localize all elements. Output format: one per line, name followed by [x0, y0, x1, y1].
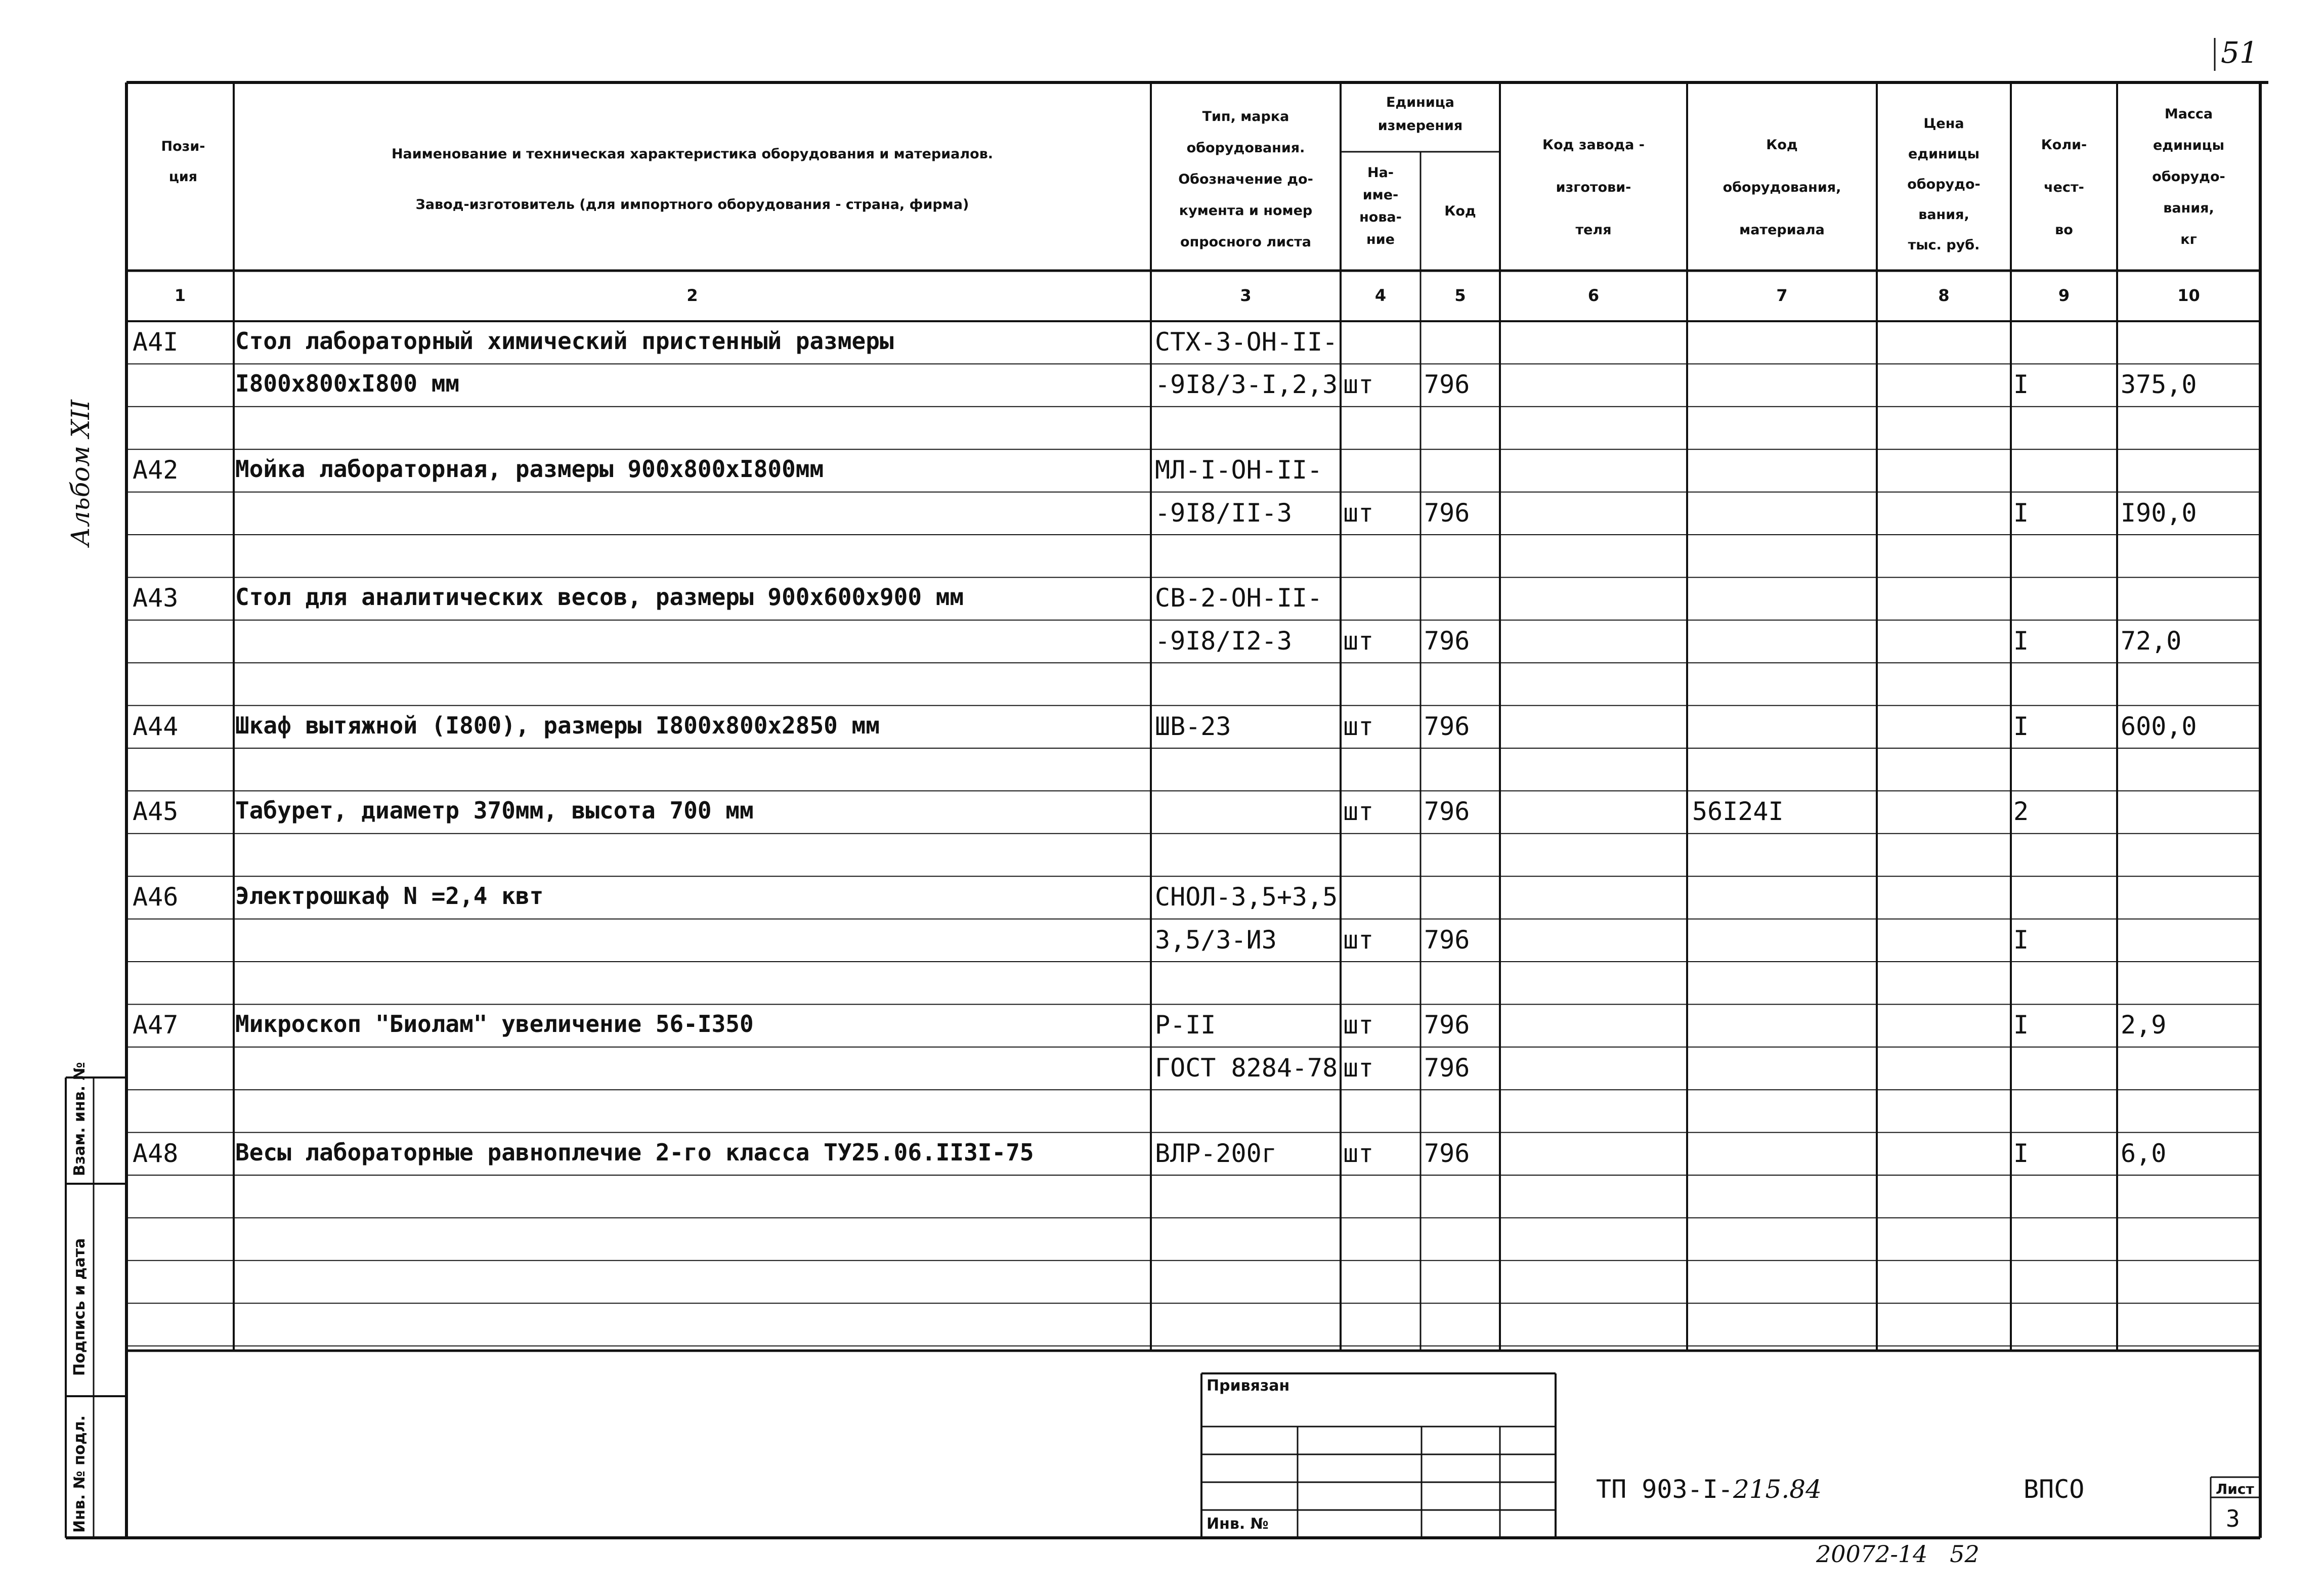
column-number-4: 4 — [1374, 286, 1387, 305]
row-10-mass: 600,0 — [2121, 711, 2197, 741]
header-position — [133, 132, 234, 192]
header-type — [1151, 101, 1341, 258]
row-5-type: -9I8/II-3 — [1155, 498, 1292, 528]
row-12-name: Табурет, диаметр 370мм, высота 700 мм — [235, 797, 754, 825]
header-mass — [2117, 99, 2260, 255]
row-2-mass: 375,0 — [2121, 370, 2197, 400]
row-17-qty: I — [2013, 1010, 2029, 1040]
row-20-name: Весы лабораторные равноплечие 2-го класса ТУ25.06.II3I-75 — [235, 1138, 1034, 1166]
page-number: 51 — [2221, 35, 2258, 70]
row-5-unit: шт — [1343, 498, 1374, 528]
row-10-qty: I — [2013, 711, 2029, 741]
stamp-podpis-data: Подпись и дата — [71, 1238, 89, 1376]
header-mass-label: Масса единицы оборудо- вания, кг — [2152, 106, 2225, 247]
row-20-unit: шт — [1343, 1138, 1374, 1168]
document-code-number: 215.84 — [1733, 1475, 1822, 1504]
row-7-name: Стол для аналитических весов, размеры 900х600х900 мм — [235, 583, 964, 611]
column-number-10: 10 — [2177, 286, 2200, 305]
row-5-mass: I90,0 — [2121, 498, 2197, 528]
header-type-label: Тип, марка оборудования. Обозначение до- кумента и номер опросного листа — [1178, 109, 1313, 250]
row-7-type: СВ-2-ОН-II- — [1155, 583, 1323, 613]
header-unit-name-label: На- име- нова- ние — [1359, 165, 1402, 247]
row-14-type: СНОЛ-3,5+3,5 — [1155, 882, 1338, 912]
row-8-mass: 72,0 — [2121, 626, 2182, 656]
row-18-type: ГОСТ 8284-78 — [1155, 1053, 1338, 1083]
row-15-type: 3,5/3-И3 — [1155, 925, 1277, 955]
footer-note: 20072-14 52 — [1816, 1540, 1979, 1568]
column-number-5: 5 — [1454, 286, 1466, 305]
column-number-8: 8 — [1938, 286, 1950, 305]
row-7-pos: А43 — [133, 583, 179, 613]
row-12-equip: 56I24I — [1692, 797, 1784, 827]
row-14-name: Электрошкаф N =2,4 квт — [235, 882, 544, 910]
row-18-unit: шт — [1343, 1053, 1374, 1083]
header-equip-code — [1687, 124, 1877, 251]
header-unit-group-label: Единица измерения — [1378, 95, 1463, 134]
row-20-qty: I — [2013, 1138, 2029, 1168]
header-equip-code-label: Код оборудования, материала — [1723, 137, 1841, 238]
row-8-code: 796 — [1424, 626, 1470, 656]
inv-no-label: Инв. № — [1207, 1515, 1269, 1533]
row-5-qty: I — [2013, 498, 2029, 528]
row-2-type: -9I8/3-I,2,3 — [1155, 370, 1338, 400]
row-17-code: 796 — [1424, 1010, 1470, 1040]
column-number-1: 1 — [174, 286, 186, 305]
row-1-pos: А4I — [133, 327, 179, 357]
header-unit-code-label: Код — [1444, 203, 1476, 219]
row-20-pos: А48 — [133, 1138, 179, 1168]
row-2-unit: шт — [1343, 370, 1374, 400]
row-20-code: 796 — [1424, 1138, 1470, 1168]
header-mfr-code-label: Код завода - изготови- теля — [1542, 137, 1645, 238]
row-10-name: Шкаф вытяжной (I800), размеры I800х800х2850 мм — [235, 711, 880, 739]
document-code-prefix: ТП 903-I- — [1596, 1475, 1733, 1504]
row-17-mass: 2,9 — [2121, 1010, 2167, 1040]
header-unit-code — [1421, 197, 1500, 226]
header-name — [234, 129, 1151, 230]
row-12-unit: шт — [1343, 797, 1374, 827]
sheet-label: Лист — [2216, 1481, 2254, 1497]
row-12-code: 796 — [1424, 797, 1470, 827]
header-name-line1: Наименование и техническая характеристика оборудования и материалов. — [391, 146, 994, 162]
row-20-type: ВЛР-200г — [1155, 1138, 1277, 1168]
header-price — [1877, 109, 2011, 261]
row-12-pos: А45 — [133, 797, 179, 827]
row-17-unit: шт — [1343, 1010, 1374, 1040]
header-unit-name — [1341, 162, 1421, 251]
column-number-3: 3 — [1240, 286, 1252, 305]
column-number-6: 6 — [1587, 286, 1600, 305]
row-15-unit: шт — [1343, 925, 1374, 955]
column-number-9: 9 — [2058, 286, 2070, 305]
row-4-type: МЛ-I-ОН-II- — [1155, 455, 1323, 485]
header-position-label: Пози- ция — [161, 139, 205, 185]
header-qty-label: Коли- чест- во — [2041, 137, 2087, 238]
column-number-7: 7 — [1776, 286, 1788, 305]
row-4-pos: А42 — [133, 455, 179, 485]
row-10-unit: шт — [1343, 711, 1374, 741]
column-number-2: 2 — [686, 286, 698, 305]
row-17-pos: А47 — [133, 1010, 179, 1040]
header-price-label: Цена единицы оборудо- вания, тыс. руб. — [1907, 116, 1981, 253]
privyazan-label: Привязан — [1207, 1377, 1290, 1395]
sheet-number: 3 — [2226, 1505, 2240, 1532]
document-code — [1596, 1475, 1822, 1504]
row-17-name: Микроскоп "Биолам" увеличение 56-I350 — [235, 1010, 754, 1038]
row-8-unit: шт — [1343, 626, 1374, 656]
row-10-pos: А44 — [133, 711, 179, 741]
stamp-vzam-inv: Взам. инв. № — [71, 1062, 89, 1176]
header-mfr-code — [1500, 124, 1687, 251]
row-14-pos: А46 — [133, 882, 179, 912]
row-4-name: Мойка лабораторная, размеры 900х800хI800мм — [235, 455, 824, 483]
row-17-type: Р-II — [1155, 1010, 1216, 1040]
stage-code: ВПСО — [2024, 1475, 2085, 1504]
header-name-line2: Завод-изготовитель (для импортного оборудования - страна, фирма) — [415, 197, 969, 212]
row-10-code: 796 — [1424, 711, 1470, 741]
header-unit-group — [1341, 91, 1500, 138]
row-8-qty: I — [2013, 626, 2029, 656]
row-8-type: -9I8/I2-3 — [1155, 626, 1292, 656]
row-20-mass: 6,0 — [2121, 1138, 2167, 1168]
row-2-code: 796 — [1424, 370, 1470, 400]
row-15-qty: I — [2013, 925, 2029, 955]
row-1-type: СТХ-3-ОН-II- — [1155, 327, 1338, 357]
row-15-code: 796 — [1424, 925, 1470, 955]
row-1-name: Стол лабораторный химический пристенный размеры — [235, 327, 894, 355]
header-qty — [2011, 124, 2117, 251]
row-18-code: 796 — [1424, 1053, 1470, 1083]
album-note: Альбом XII — [66, 400, 95, 546]
row-2-name: I800х800хI800 мм — [235, 370, 460, 398]
row-12-qty: 2 — [2013, 797, 2029, 827]
row-2-qty: I — [2013, 370, 2029, 400]
stamp-inv-podl: Инв. № подл. — [71, 1415, 89, 1533]
row-10-type: ШВ-23 — [1155, 711, 1231, 741]
row-5-code: 796 — [1424, 498, 1470, 528]
